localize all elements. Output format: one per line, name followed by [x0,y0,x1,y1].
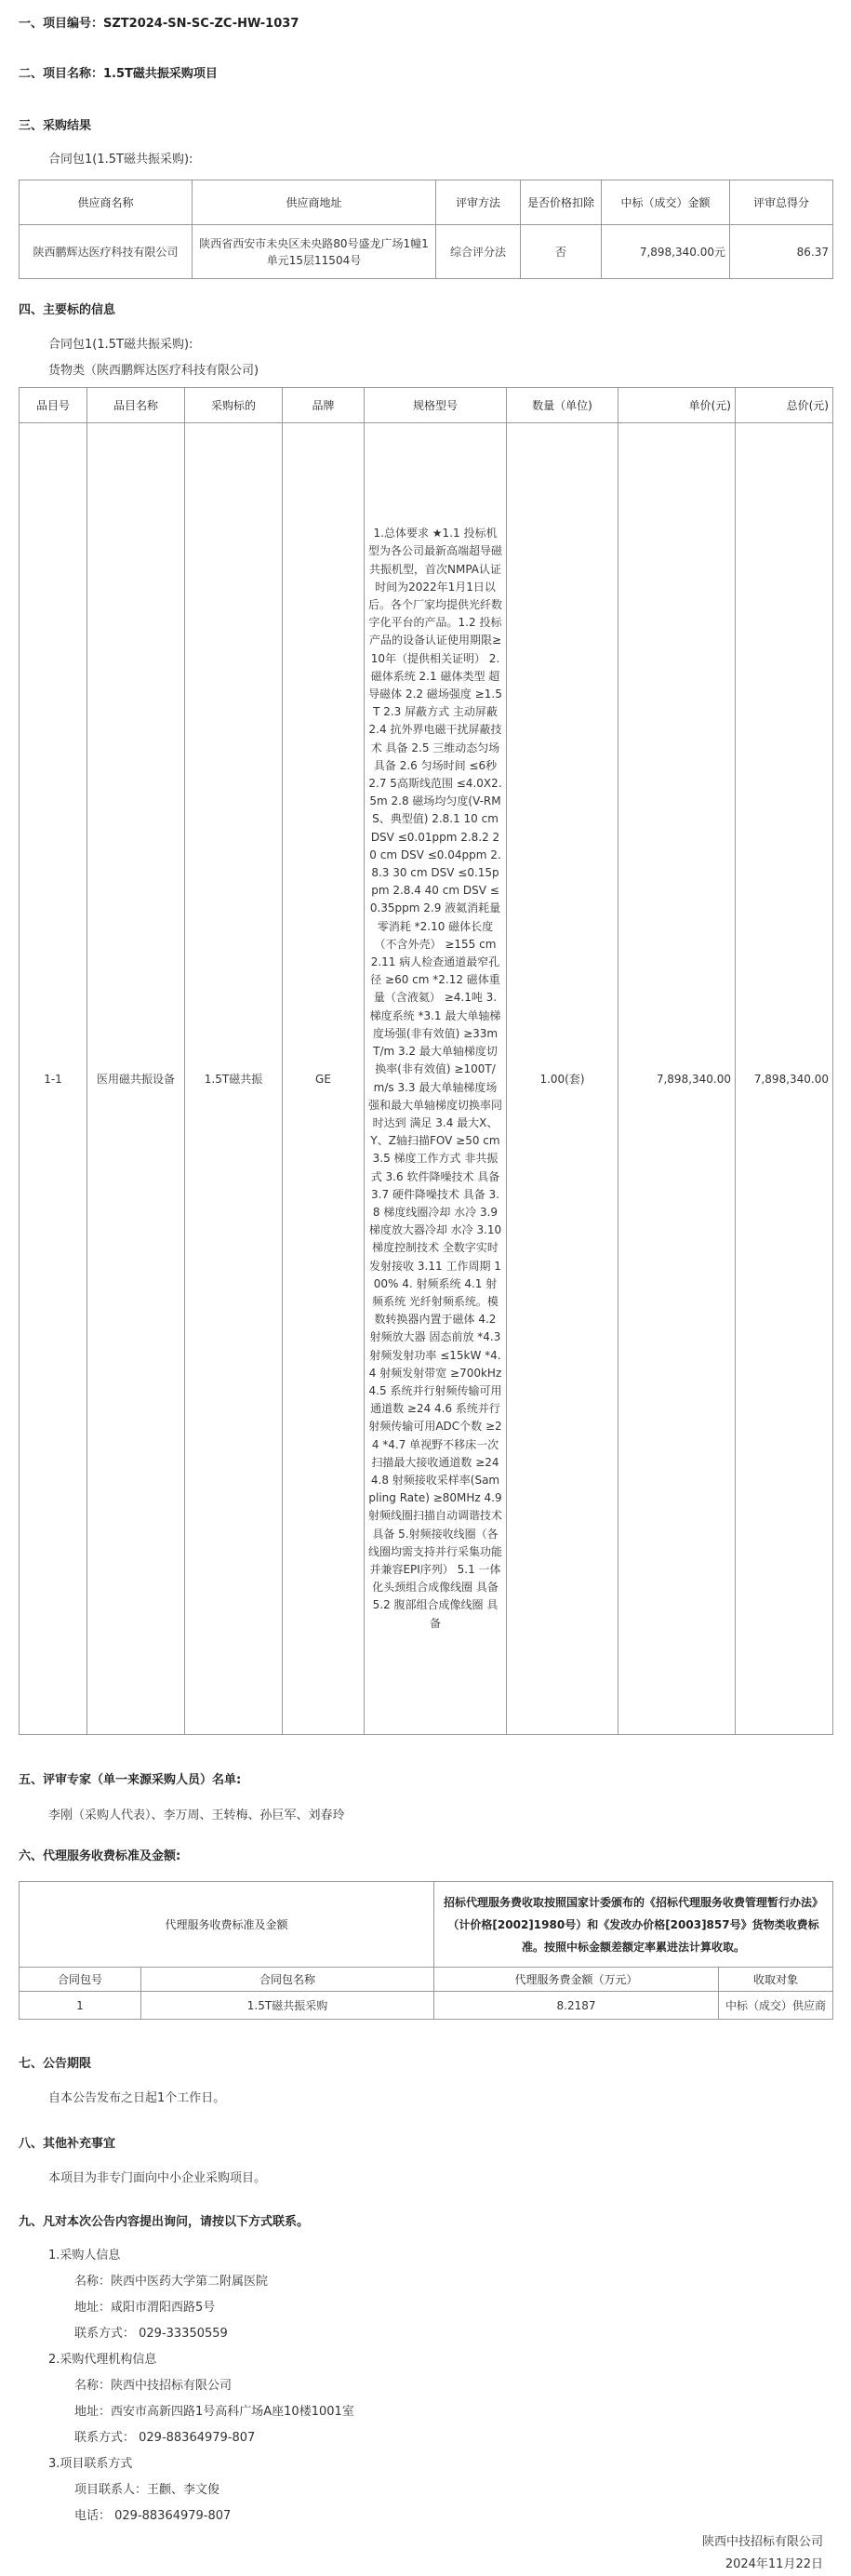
result-supplier: 陕西鹏辉达医疗科技有限公司 [20,225,193,279]
section-notice-period: 七、公告期限 [19,2057,92,2071]
purchaser-title: 1.采购人信息 [48,2249,121,2262]
section-experts: 五、评审专家（单一来源采购人员）名单: [19,1773,242,1787]
items-header-name: 品目名称 [87,388,185,423]
project-number [19,13,299,31]
item-total-price: 7,898,340.00 [736,423,833,1735]
result-header-score: 评审总得分 [730,180,833,225]
purchaser-address: 地址：咸阳市渭阳西路5号 [74,2301,216,2315]
package-label-1: 合同包1(1.5T磁共振采购): [48,153,193,167]
items-header-total-price: 总价(元) [736,388,833,423]
items-header-spec: 规格型号 [365,388,507,423]
fee-table [19,1881,833,2020]
agency-name: 名称：陕西中技招标有限公司 [74,2379,233,2393]
section-main-items: 四、主要标的信息 [19,303,116,317]
footer-company: 陕西中技招标有限公司 [701,2535,823,2549]
fee-target: 中标（成交）供应商 [719,1992,833,2020]
fee-header-target: 收取对象 [719,1968,833,1992]
item-target: 1.5T磁共振 [185,423,283,1735]
fee-package-no: 1 [20,1992,141,2020]
purchaser-phone: 联系方式： 029-33350559 [74,2327,228,2341]
section-contact: 九、凡对本次公告内容提出询问，请按以下方式联系。 [19,2215,310,2229]
section-agency-fee: 六、代理服务收费标准及金额: [19,1849,181,1863]
fee-package-name: 1.5T磁共振采购 [141,1992,434,2020]
table-row [20,423,833,1735]
result-discount: 否 [521,225,602,279]
purchaser-name: 名称：陕西中医药大学第二附属医院 [74,2275,269,2289]
item-brand: GE [283,423,365,1735]
footer-date: 2024年11月22日 [725,2557,823,2571]
result-header-discount: 是否价格扣除 [521,180,602,225]
items-table [19,387,833,1735]
fee-header-amount: 代理服务费金额（万元） [434,1968,719,1992]
items-header-qty: 数量（单位) [507,388,618,423]
result-header-address: 供应商地址 [193,180,436,225]
fee-standard-text: 招标代理服务费收取按照国家计委颁布的《招标代理服务收费管理暂行办法》（计价格[2002]1980号）和《发改办价格[2003]857号》货物类收费标准。按照中标金额差额定率累进法计算收取。 [434,1882,833,1968]
result-header-method: 评审方法 [436,180,521,225]
items-header-brand: 品牌 [283,388,365,423]
agency-title: 2.采购代理机构信息 [48,2353,157,2367]
result-header-amount: 中标（成交）金额 [602,180,730,225]
item-spec: 1.总体要求 ★1.1 投标机型为各公司最新高端超导磁共振机型，首次NMPA认证时间为2022年1月1日以后。各个厂家均提供光纤数字化平台的产品。1.2 投标产品的设备认证使用期限≥10年（提供相关证明） 2. 磁体系统 2.1 磁体类型 超导磁体 2.2 磁场强度 ≥1.5T 2.3 屏蔽方式 主动屏蔽 2.4 抗外界电磁干扰屏蔽技术 具备 2.5 三维动态匀场 具备 2.6 匀场时间 ≤6秒 2.7 5高斯线范围 ≤4.0X2.5m 2.8 磁场均匀度(V-RMS、典型值) 2.8.1 10 cm DSV ≤0.01ppm 2.8.2 20 cm DSV ≤0.04ppm 2.8.3 30 cm DSV ≤0.15ppm 2.8.4 40 cm DSV ≤0.35ppm 2.9 液氦消耗量 零消耗 *2.10 磁体长度（不含外壳） ≥155 cm 2.11 病人检查通道最窄孔径 ≥60 cm *2.12 磁体重量（含液氦） ≥4.1吨 3. 梯度系统 *3.1 最大单轴梯度场强(非有效值) ≥33mT/m 3.2 最大单轴梯度切换率(非有效值) ≥100T/m/s 3.3 最大单轴梯度场强和最大单轴梯度切换率同时达到 满足 3.4 最大X、Y、Z轴扫描FOV ≥50 cm 3.5 梯度工作方式 非共振式 3.6 软件降噪技术 具备 3.7 硬件降噪技术 具备 3.8 梯度线圈冷却 水冷 3.9 梯度放大器冷却 水冷 3.10 梯度控制技术 全数字实时发射接收 3.11 工作周期 100% 4. 射频系统 4.1 射频系统 光纤射频系统。模数转换器内置于磁体 4.2 射频放大器 固态前放 *4.3 射频发射功率 ≤15kW *4.4 射频发射带宽 ≥700kHz 4.5 系统并行射频传输可用通道数 ≥24 4.6 系统并行射频传输可用ADC个数 ≥24 *4.7 单视野不移床一次扫描最大接收通道数 ≥24 4.8 射频接收采样率(Sampling Rate) ≥80MHz 4.9 射频线圈扫描自动调谐技术 具备 5.射频接收线圈（各线圈均需支持并行采集功能并兼容EPI序列） 5.1 一体化头颈组合成像线圈 具备 5.2 腹部组合成像线圈 具备 [365,423,507,1735]
fee-header-package-no: 合同包号 [20,1968,141,1992]
table-row [20,1992,833,2020]
project-contact-phone: 电话： 029-88364979-807 [74,2509,232,2523]
fee-amount: 8.2187 [434,1992,719,2020]
result-address: 陕西省西安市未央区未央路80号盛龙广场1幢1单元15层11504号 [193,225,436,279]
expert-names: 李刚（采购人代表）、李万周、王转梅、孙巨军、刘春玲 [48,1809,345,1822]
item-no: 1-1 [20,423,87,1735]
item-name: 医用磁共振设备 [87,423,185,1735]
notice-period-text: 自本公告发布之日起1个工作日。 [48,2091,226,2105]
agency-address: 地址：西安市高新四路1号高科广场A座10楼1001室 [74,2405,354,2419]
project-number-value: SZT2024-SN-SC-ZC-HW-1037 [103,17,299,31]
project-name-value: 1.5T磁共振采购项目 [103,67,218,81]
fee-standard-label: 代理服务收费标准及金额 [20,1882,434,1968]
section-procurement-result: 三、采购结果 [19,119,92,133]
result-method: 综合评分法 [436,225,521,279]
items-header-unit-price: 单价(元) [618,388,736,423]
other-matters-text: 本项目为非专门面向中小企业采购项目。 [48,2171,267,2185]
result-score: 86.37 [730,225,833,279]
items-header-target: 采购标的 [185,388,283,423]
fee-header-package-name: 合同包名称 [141,1968,434,1992]
table-row [20,225,833,279]
project-name [19,63,218,81]
result-header-supplier: 供应商名称 [20,180,193,225]
package-label-2: 合同包1(1.5T磁共振采购): [48,338,193,352]
agency-phone: 联系方式： 029-88364979-807 [74,2431,256,2445]
goods-category: 货物类（陕西鹏辉达医疗科技有限公司) [48,364,259,378]
result-amount: 7,898,340.00元 [602,225,730,279]
section-other-matters: 八、其他补充事宜 [19,2137,116,2151]
result-table [19,180,833,279]
items-header-no: 品目号 [20,388,87,423]
item-unit-price: 7,898,340.00 [618,423,736,1735]
project-number-label: 一、项目编号： [19,17,104,31]
item-qty: 1.00(套) [507,423,618,1735]
project-name-label: 二、项目名称： [19,67,104,81]
project-contact-person: 项目联系人：王颧、李文俊 [74,2483,220,2497]
project-contact-title: 3.项目联系方式 [48,2457,133,2471]
